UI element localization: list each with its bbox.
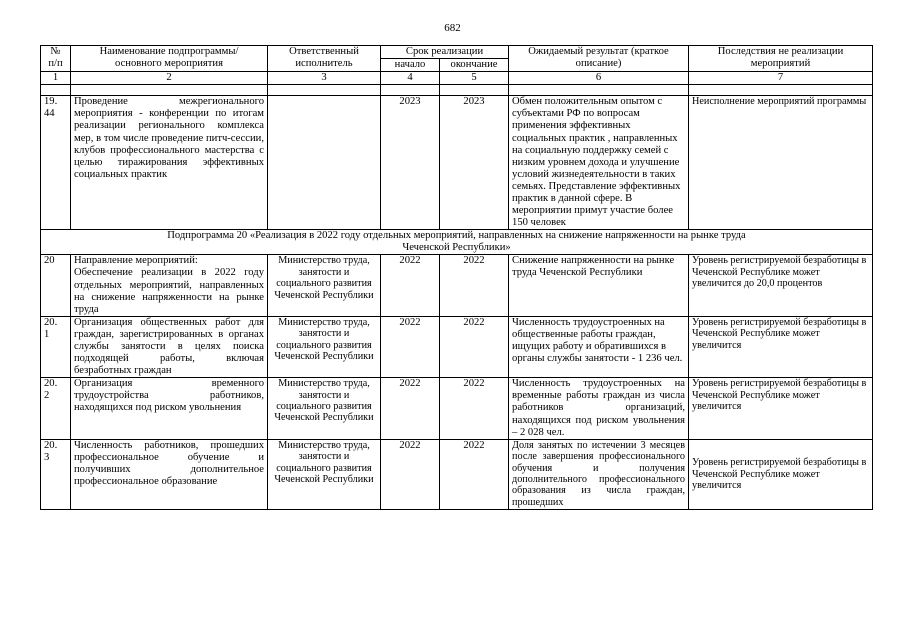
column-number: 6: [509, 72, 689, 85]
column-number: 7: [689, 72, 873, 85]
row-responsible: [268, 96, 381, 230]
row-result: Численность трудоустроенных на общественные работы граждан, ищущих работу и обратившихся в органы службы занятости - 1 236 чел.: [509, 316, 689, 377]
row-num: 20. 2: [41, 378, 71, 439]
header-consequences: Последствия не реализации мероприятий: [689, 46, 873, 72]
column-numbers-row: [41, 72, 873, 85]
program-table: [40, 45, 873, 510]
row-num: 19. 44: [41, 96, 71, 230]
row-end: 2022: [440, 439, 509, 509]
header-result: Ожидаемый результат (краткое описание): [509, 46, 689, 72]
page-number: 682: [444, 22, 461, 34]
row-responsible: Министерство труда, занятости и социального развития Чеченской Республики: [268, 378, 381, 439]
row-result: Обмен положительным опытом с субъектами РФ по вопросам применения эффективных социальных практик , направленных на социальную поддержку семей с низким уровнем дохода и улучшение условий жизнедеятельности в таких семьях. Представление эффективных практик в данной сфере. В мероприятии примут участие более 150 человек: [509, 96, 689, 230]
row-consequences: Уровень регистрируемой безработицы в Чеченской Республике может увеличится до 20,0 процентов: [689, 255, 873, 316]
row-responsible: Министерство труда, занятости и социального развития Чеченской Республики: [268, 439, 381, 509]
table-row: [41, 316, 873, 377]
header-name: Наименование подпрограммы/ основного мероприятия: [71, 46, 268, 72]
row-num: 20. 1: [41, 316, 71, 377]
subprogram-title: Подпрограмма 20 «Реализация в 2022 году отдельных мероприятий, направленных на снижение напряженности на рынке труда Чеченской Республики»: [41, 230, 873, 255]
row-consequences: Уровень регистрируемой безработицы в Чеченской Республике может увеличится: [689, 439, 873, 509]
header-num: № п/п: [41, 46, 71, 72]
table-row: [41, 378, 873, 439]
header-period: Срок реализации: [381, 46, 509, 59]
row-start: 2022: [381, 255, 440, 316]
row-name: Организация общественных работ для граждан, зарегистрированных в органах службы занятости в целях поиска подходящей работы, включая безработных граждан: [71, 316, 268, 377]
row-start: 2022: [381, 378, 440, 439]
column-number: 4: [381, 72, 440, 85]
row-name: Проведение межрегионального мероприятия - конференции по итогам реализации регионального комплекса мер, в том числе проведение питч-сессии, клубов профессионального мастерства с целью тиражирования эффективных социальных практик: [71, 96, 268, 230]
column-number: 2: [71, 72, 268, 85]
header-row: [41, 46, 873, 59]
row-result: Снижение напряженности на рынке труда Чеченской Республики: [509, 255, 689, 316]
row-responsible: Министерство труда, занятости и социального развития Чеченской Республики: [268, 255, 381, 316]
row-start: 2022: [381, 439, 440, 509]
row-num: 20: [41, 255, 71, 316]
column-number: 3: [268, 72, 381, 85]
column-number: 5: [440, 72, 509, 85]
spacer-row: [41, 85, 873, 96]
row-consequences: Уровень регистрируемой безработицы в Чеченской Республике может увеличится: [689, 378, 873, 439]
table-row: [41, 96, 873, 230]
row-responsible: Министерство труда, занятости и социального развития Чеченской Республики: [268, 316, 381, 377]
header-responsible: Ответственный исполнитель: [268, 46, 381, 72]
row-name: Организация временного трудоустройства работников, находящихся под риском увольнения: [71, 378, 268, 439]
row-name: Численность работников, прошедших профессиональное обучение и получивших дополнительное профессиональное образование: [71, 439, 268, 509]
row-result: Доля занятых по истечении 3 месяцев после завершения профессионального обучения и получения дополнительного профессионального образования из числа граждан, прошедших: [509, 439, 689, 509]
row-end: 2023: [440, 96, 509, 230]
column-number: 1: [41, 72, 71, 85]
row-num: 20. 3: [41, 439, 71, 509]
subprogram-row: [41, 230, 873, 255]
row-consequences: Неисполнение мероприятий программы: [689, 96, 873, 230]
table-row: [41, 439, 873, 509]
row-name: Направление мероприятий: Обеспечение реализации в 2022 году отдельных мероприятий, направленных на снижение напряженности на рынке труда: [71, 255, 268, 316]
row-end: 2022: [440, 378, 509, 439]
row-end: 2022: [440, 255, 509, 316]
row-consequences: Уровень регистрируемой безработицы в Чеченской Республике может увеличится: [689, 316, 873, 377]
table-row: [41, 255, 873, 316]
header-start: начало: [381, 59, 440, 72]
row-start: 2023: [381, 96, 440, 230]
header-end: окончание: [440, 59, 509, 72]
row-end: 2022: [440, 316, 509, 377]
row-result: Численность трудоустроенных на временные работы граждан из числа работников организаций, находящихся под риском увольнения – 2 028 чел.: [509, 378, 689, 439]
row-start: 2022: [381, 316, 440, 377]
